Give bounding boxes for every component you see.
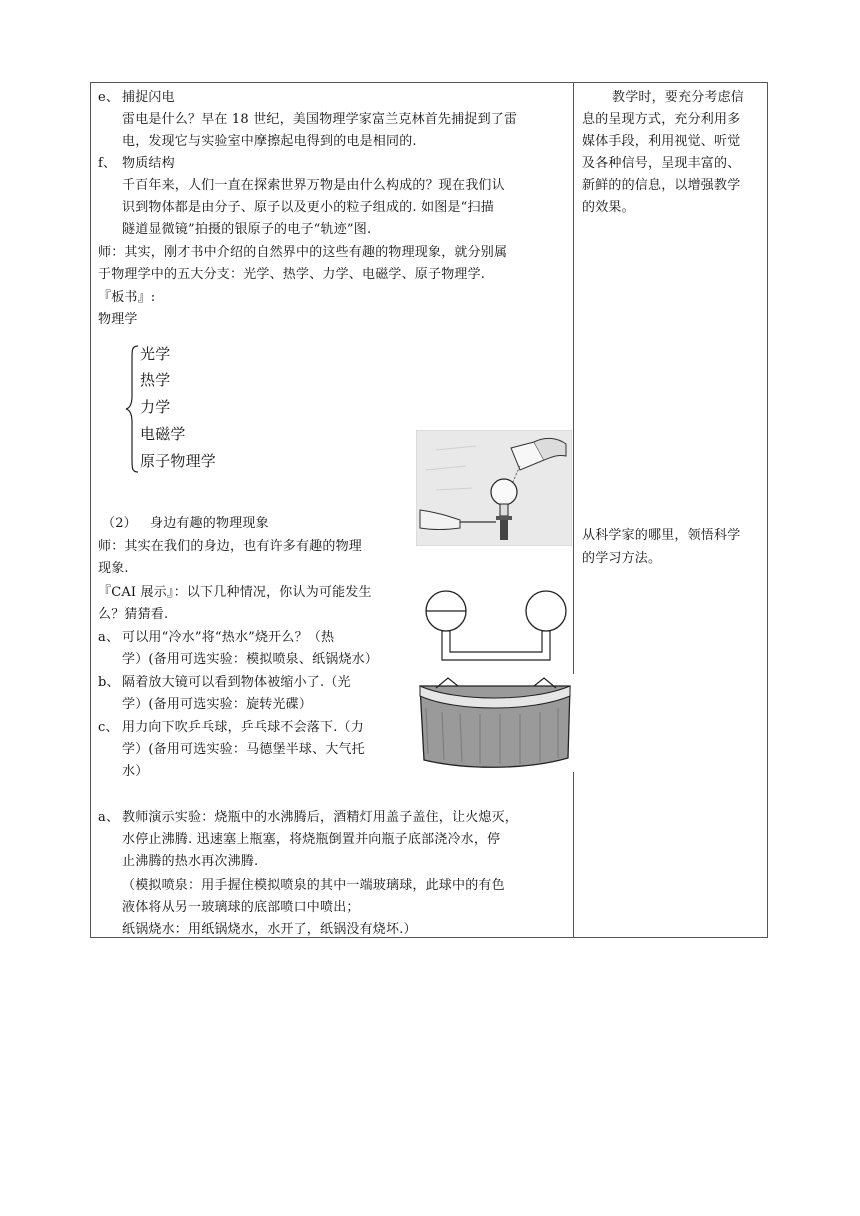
branch-item: 光学 — [140, 345, 171, 363]
note-line: 新鲜的的信息，以增强教学 — [582, 178, 741, 193]
paragraph-line: 么？猜猜看. — [98, 607, 169, 622]
paragraph-line: 教师演示实验：烧瓶中的水沸腾后，酒精灯用盖子盖住，让火熄灭， — [122, 810, 519, 825]
paragraph-line: 现象. — [98, 561, 129, 576]
item-title: 捕捉闪电 — [122, 90, 175, 105]
note-line: 教学时，要充分考虑信 — [612, 90, 745, 105]
paragraph-line: 千百年来，人们一直在探索世界万物是由什么构成的？现在我们认 — [122, 178, 505, 193]
section-title: 身边有趣的物理现象 — [150, 516, 269, 531]
paragraph-line: 学）(备用可选实验：模拟喷泉、纸锅烧水） — [122, 652, 379, 667]
paragraph-line: 纸锅烧水：用纸锅烧水，水开了，纸锅没有烧坏.） — [122, 922, 417, 937]
note-line: 及各种信号，呈现丰富的、 — [582, 156, 741, 171]
item-title: 物质结构 — [122, 156, 175, 171]
item-marker: c、 — [98, 720, 119, 735]
item-marker: a、 — [98, 630, 120, 645]
paragraph-line: 水） — [122, 764, 149, 779]
paragraph-line: 师：其实在我们的身边，也有许多有趣的物理 — [98, 539, 363, 554]
paragraph-line: 电，发现它与实验室中摩擦起电得到的电是相同的. — [122, 134, 417, 149]
note-line: 的学习方法。 — [582, 551, 662, 566]
paragraph-line: 识到物体都是由分子、原子以及更小的粒子组成的. 如图是“扫描 — [122, 200, 494, 215]
paragraph-line: 止沸腾的热水再次沸腾. — [122, 854, 259, 869]
physics-label: 物理学 — [98, 312, 138, 327]
column-divider — [573, 82, 574, 938]
branch-item: 热学 — [140, 371, 171, 389]
item-marker: b、 — [98, 675, 120, 690]
branch-item: 力学 — [140, 398, 171, 416]
paragraph-line: 学）(备用可选实验：旋转光碟） — [122, 697, 313, 712]
fountain-bulbs-figure — [422, 584, 570, 668]
paragraph-line: 『CAI 展示』：以下几种情况，你认为可能发生 — [98, 585, 372, 600]
paragraph-line: 水停止沸腾. 迅速塞上瓶塞，将烧瓶倒置并向瓶子底部浇冷水，停 — [122, 832, 501, 847]
branch-item: 原子物理学 — [140, 452, 217, 470]
item-marker: e、 — [98, 90, 120, 105]
paragraph-line: 雷电是什么？早在 18 世纪，美国物理学家富兰克林首先捕捉到了雷 — [122, 112, 518, 127]
note-line: 从科学家的哪里，领悟科学 — [582, 528, 741, 543]
paragraph-line: （模拟喷泉：用手握住模拟喷泉的其中一端玻璃球，此球中的有色 — [122, 878, 505, 893]
board-label: 『板书』: — [98, 290, 156, 305]
note-line: 息的呈现方式，充分利用多 — [582, 112, 741, 127]
paragraph-line: 隧道显微镜”拍摄的银原子的电子“轨迹”图. — [122, 222, 372, 237]
paragraph-line: 隔着放大镜可以看到物体被缩小了.（光 — [122, 675, 351, 690]
paragraph-line: 师：其实，刚才书中介绍的自然界中的这些有趣的物理现象，就分别属 — [98, 245, 508, 260]
note-line: 媒体手段，利用视觉、听觉 — [582, 134, 741, 149]
paper-pot-figure — [416, 674, 574, 772]
item-marker: f、 — [98, 156, 117, 171]
section-number: （2） — [102, 516, 137, 531]
paragraph-line: 可以用“冷水”将“热水”烧开么？（热 — [122, 630, 335, 645]
paragraph-line: 于物理学中的五大分支：光学、热学、力学、电磁学、原子物理学. — [98, 267, 486, 282]
note-line: 的效果。 — [582, 200, 635, 215]
paragraph-line: 用力向下吹乒乓球，乒乓球不会落下.（力 — [122, 720, 364, 735]
item-marker: a、 — [98, 810, 120, 825]
paragraph-line: 液体将从另一玻璃球的底部喷口中喷出； — [122, 900, 360, 915]
paragraph-line: 学）(备用可选实验：马德堡半球、大气托 — [122, 742, 365, 757]
flask-experiment-figure — [416, 430, 572, 546]
branch-item: 电磁学 — [140, 425, 186, 443]
